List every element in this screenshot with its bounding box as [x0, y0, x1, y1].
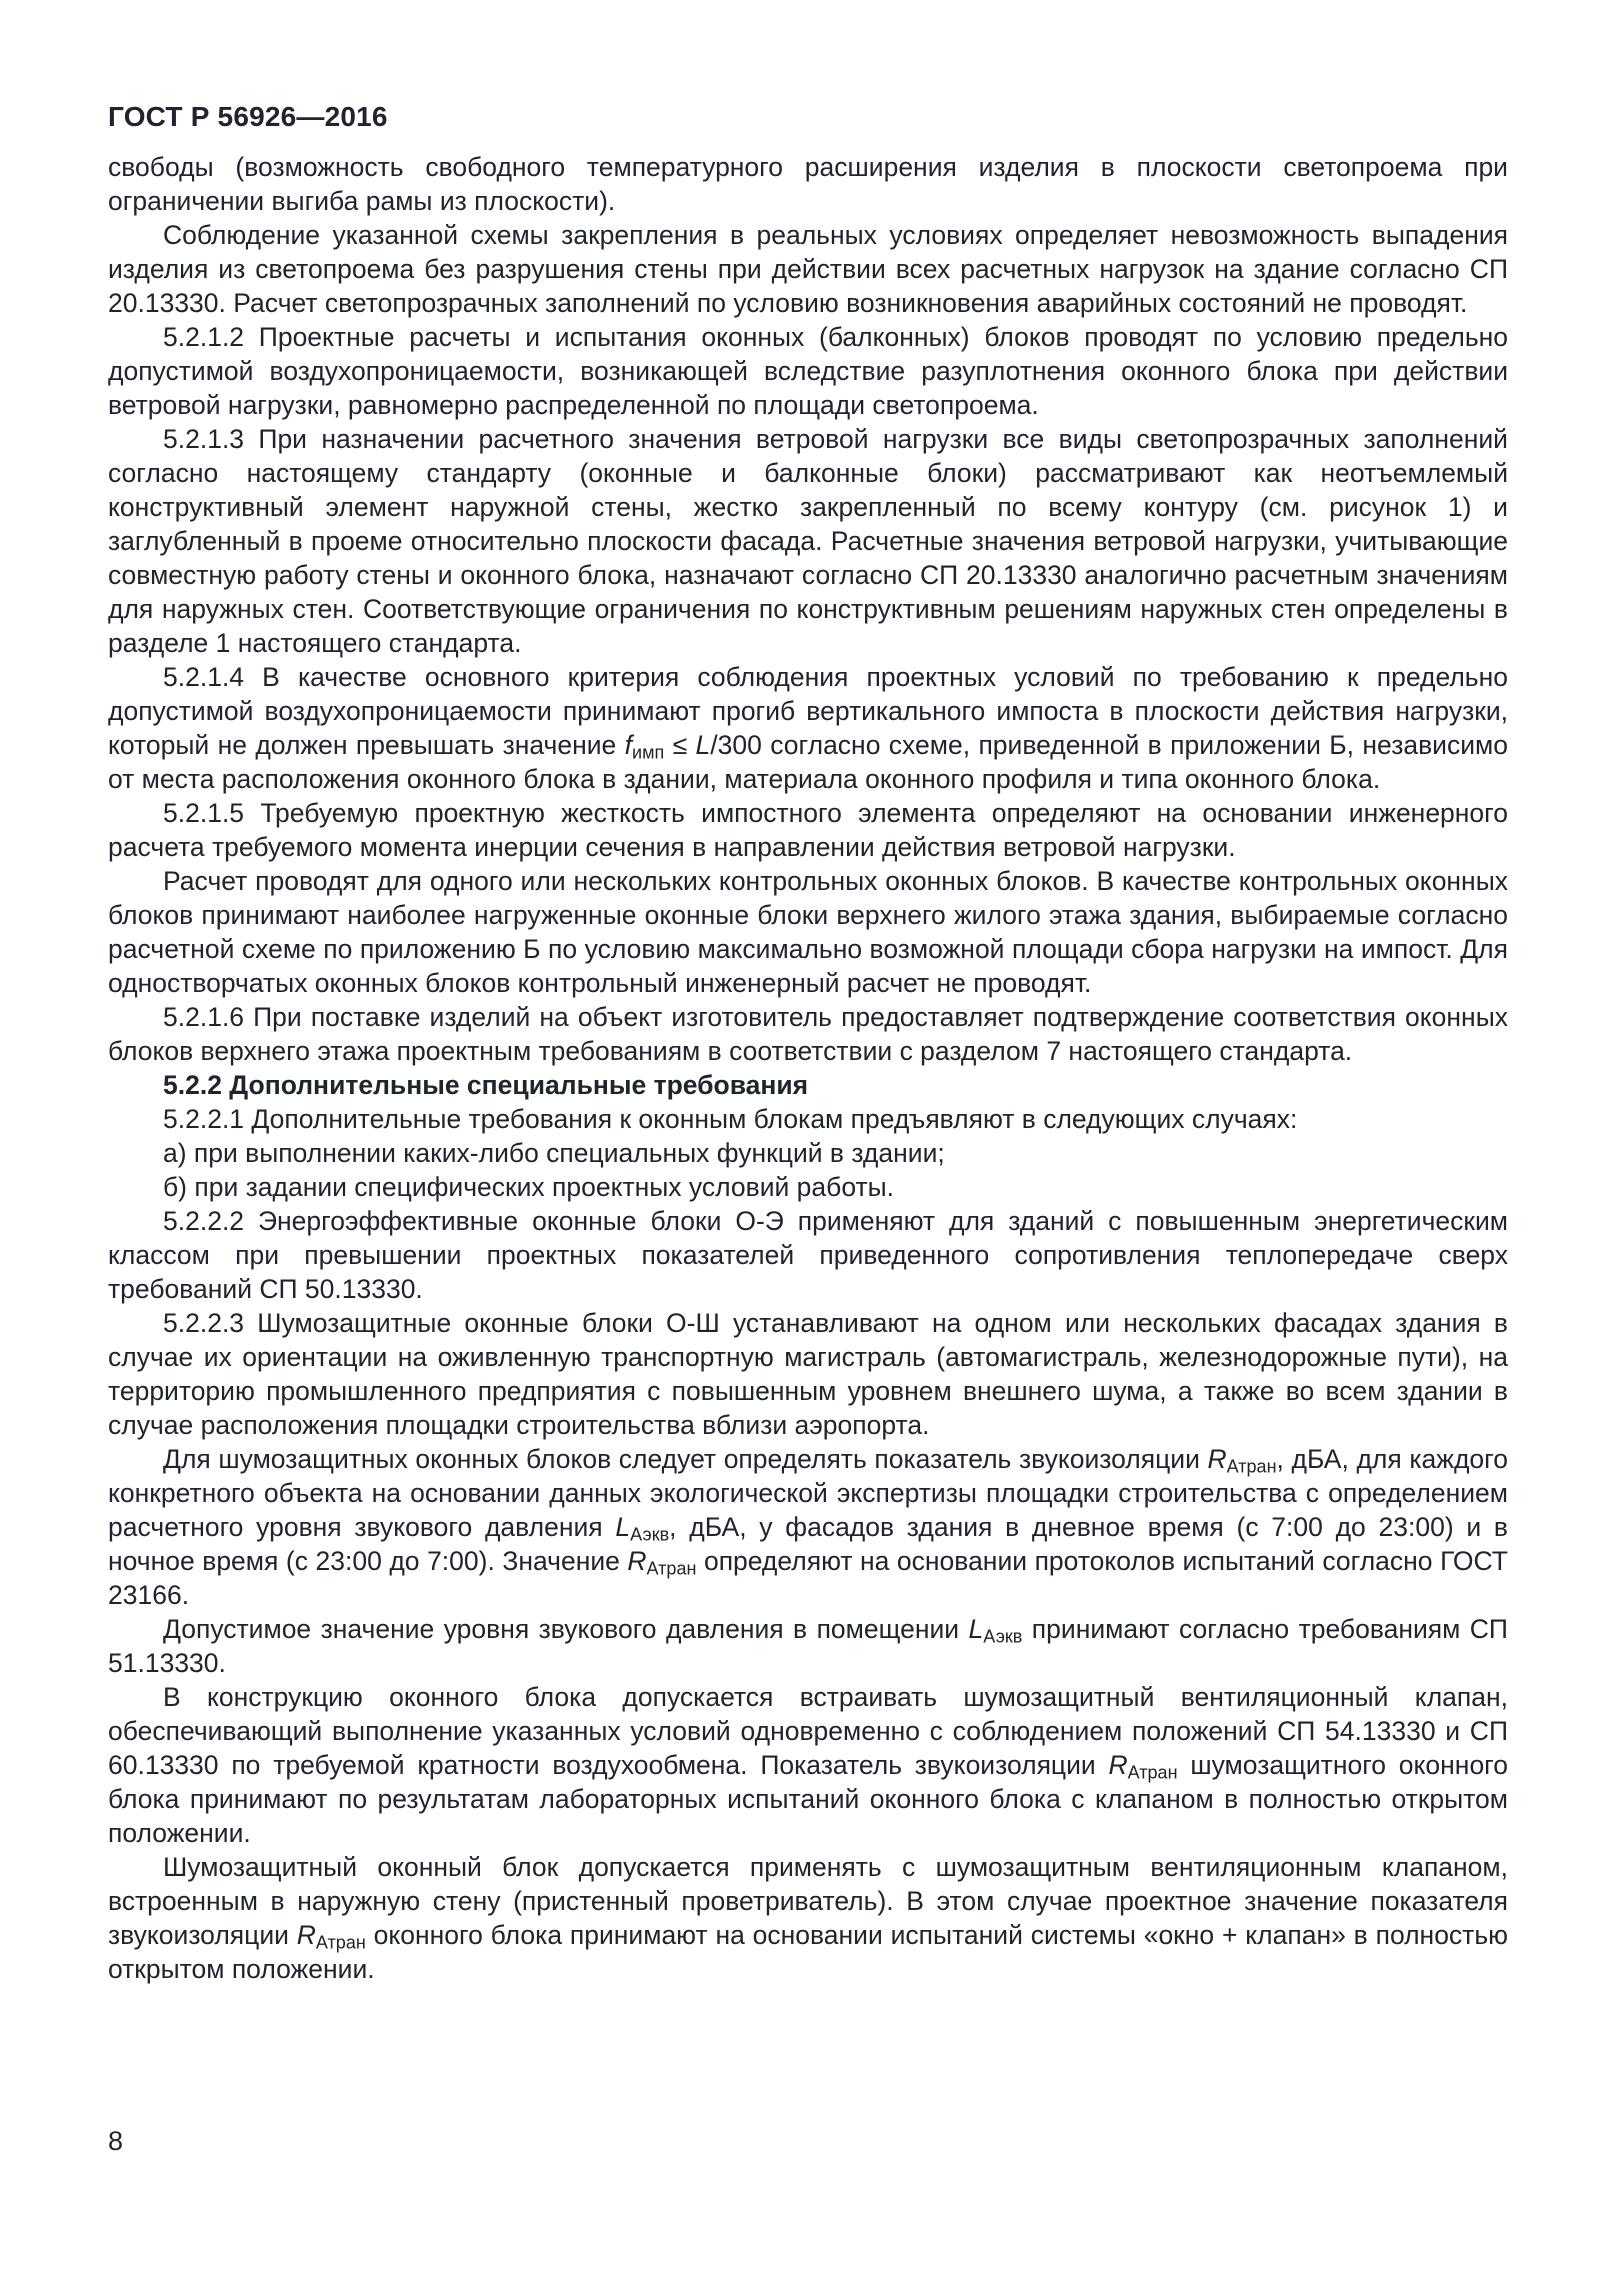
paragraph: Для шумозащитных оконных блоков следует определять показатель звукоизоляции $R_{Атран}$, дБА, для каждого конкретного объекта на основании данных экологической экспертизы площадки строительства с определением расчетного уровня звукового давления $L_{Аэкв}$, дБА, у фасадов здания в дневное время (с 7:00 до 23:00) и в ночное время (с 23:00 до 7:00). Значение $R_{Атран}$ определяют на основании протоколов испытаний согласно ГОСТ 23166.	[108, 1444, 1508, 1610]
section-heading: 5.2.2 Дополнительные специальные требования	[163, 1070, 809, 1100]
paragraph: Соблюдение указанной схемы закрепления в реальных условиях определяет невозможность выпадения изделия из светопроема без разрушения стены при действии всех расчетных нагрузок на здание согласно СП 20.13330. Расчет светопрозрачных заполнений по условию возникновения аварийных состояний не проводят.	[108, 220, 1508, 318]
paragraph: Расчет проводят для одного или нескольких контрольных оконных блоков. В качестве контрольных оконных блоков принимают наиболее нагруженные оконные блоки верхнего жилого этажа здания, выбираемые согласно расчетной схеме по приложению Б по условию максимально возможной площади сбора нагрузки на импост. Для одностворчатых оконных блоков контрольный инженерный расчет не проводят.	[108, 866, 1508, 998]
paragraph: 5.2.1.5 Требуемую проектную жесткость импостного элемента определяют на основании инженерного расчета требуемого момента инерции сечения в направлении действия ветровой нагрузки.	[108, 798, 1508, 862]
paragraph: 5.2.2.2 Энергоэффективные оконные блоки О-Э применяют для зданий с повышенным энергетическим классом при превышении проектных показателей приведенного сопротивления теплопередаче сверх требований СП 50.13330.	[108, 1206, 1508, 1304]
document-header: ГОСТ Р 56926—2016	[108, 101, 388, 132]
page-number: 8	[108, 2126, 124, 2156]
paragraph: 5.2.1.3 При назначении расчетного значения ветровой нагрузки все виды светопрозрачных заполнений согласно настоящему стандарту (оконные и балконные блоки) рассматривают как неотъемлемый конструктивный элемент наружной стены, жестко закрепленный по всему контуру (см. рисунок 1) и заглубленный в проеме относительно плоскости фасада. Расчетные значения ветровой нагрузки, учитывающие совместную работу стены и оконного блока, назначают согласно СП 20.13330 аналогично расчетным значениям для наружных стен. Соответствующие ограничения по конструктивным решениям наружных стен определены в разделе 1 настоящего стандарта.	[108, 424, 1508, 658]
paragraph: свободы (возможность свободного температурного расширения изделия в плоскости светопроема при ограничении выгиба рамы из плоскости).	[108, 152, 1508, 216]
paragraph: В конструкцию оконного блока допускается встраивать шумозащитный вентиляционный клапан, обеспечивающий выполнение указанных условий одновременно с соблюдением положений СП 54.13330 и СП 60.13330 по требуемой кратности воздухообмена. Показатель звукоизоляции $R_{Атран}$ шумозащитного оконного блока принимают по результатам лабораторных испытаний оконного блока с клапаном в полностью открытом положении.	[108, 1682, 1508, 1848]
paragraph: Допустимое значение уровня звукового давления в помещении $L_{Аэкв}$ принимают согласно требованиям СП 51.13330.	[108, 1614, 1508, 1678]
paragraph: 5.2.1.2 Проектные расчеты и испытания оконных (балконных) блоков проводят по условию предельно допустимой воздухопроницаемости, возникающей вследствие разуплотнения оконного блока при действии ветровой нагрузки, равномерно распределенной по площади светопроема.	[108, 322, 1508, 420]
paragraph: Шумозащитный оконный блок допускается применять с шумозащитным вентиляционным клапаном, встроенным в наружную стену (пристенный проветриватель). В этом случае проектное значение показателя звукоизоляции $R_{Атран}$ оконного блока принимают на основании испытаний системы «окно + клапан» в полностью открытом положении.	[108, 1852, 1509, 1984]
paragraph: 5.2.2.1 Дополнительные требования к оконным блокам предъявляют в следующих случаях:	[163, 1104, 1298, 1134]
paragraph: 5.2.1.4 В качестве основного критерия соблюдения проектных условий по требованию к предельно допустимой воздухопроницаемости принимают прогиб вертикального импоста в плоскости действия нагрузки, который не должен превышать значение $f_{имп} \le L/300$ согласно схеме, приведенной в приложении Б, независимо от места расположения оконного блока в здании, материала оконного профиля и типа оконного блока.	[108, 662, 1508, 794]
paragraph: б) при задании специфических проектных условий работы.	[163, 1172, 895, 1202]
paragraph: а) при выполнении каких-либо специальных функций в здании;	[163, 1138, 945, 1168]
paragraph: 5.2.1.6 При поставке изделий на объект изготовитель предоставляет подтверждение соответствия оконных блоков верхнего этажа проектным требованиям в соответствии с разделом 7 настоящего стандарта.	[108, 1002, 1508, 1066]
paragraph: 5.2.2.3 Шумозащитные оконные блоки О-Ш устанавливают на одном или нескольких фасадах здания в случае их ориентации на оживленную транспортную магистраль (автомагистраль, железнодорожные пути), на территорию промышленного предприятия с повышенным уровнем внешнего шума, а также во всем здании в случае расположения площадки строительства вблизи аэропорта.	[108, 1308, 1508, 1440]
document-body	[108, 150, 1508, 1986]
